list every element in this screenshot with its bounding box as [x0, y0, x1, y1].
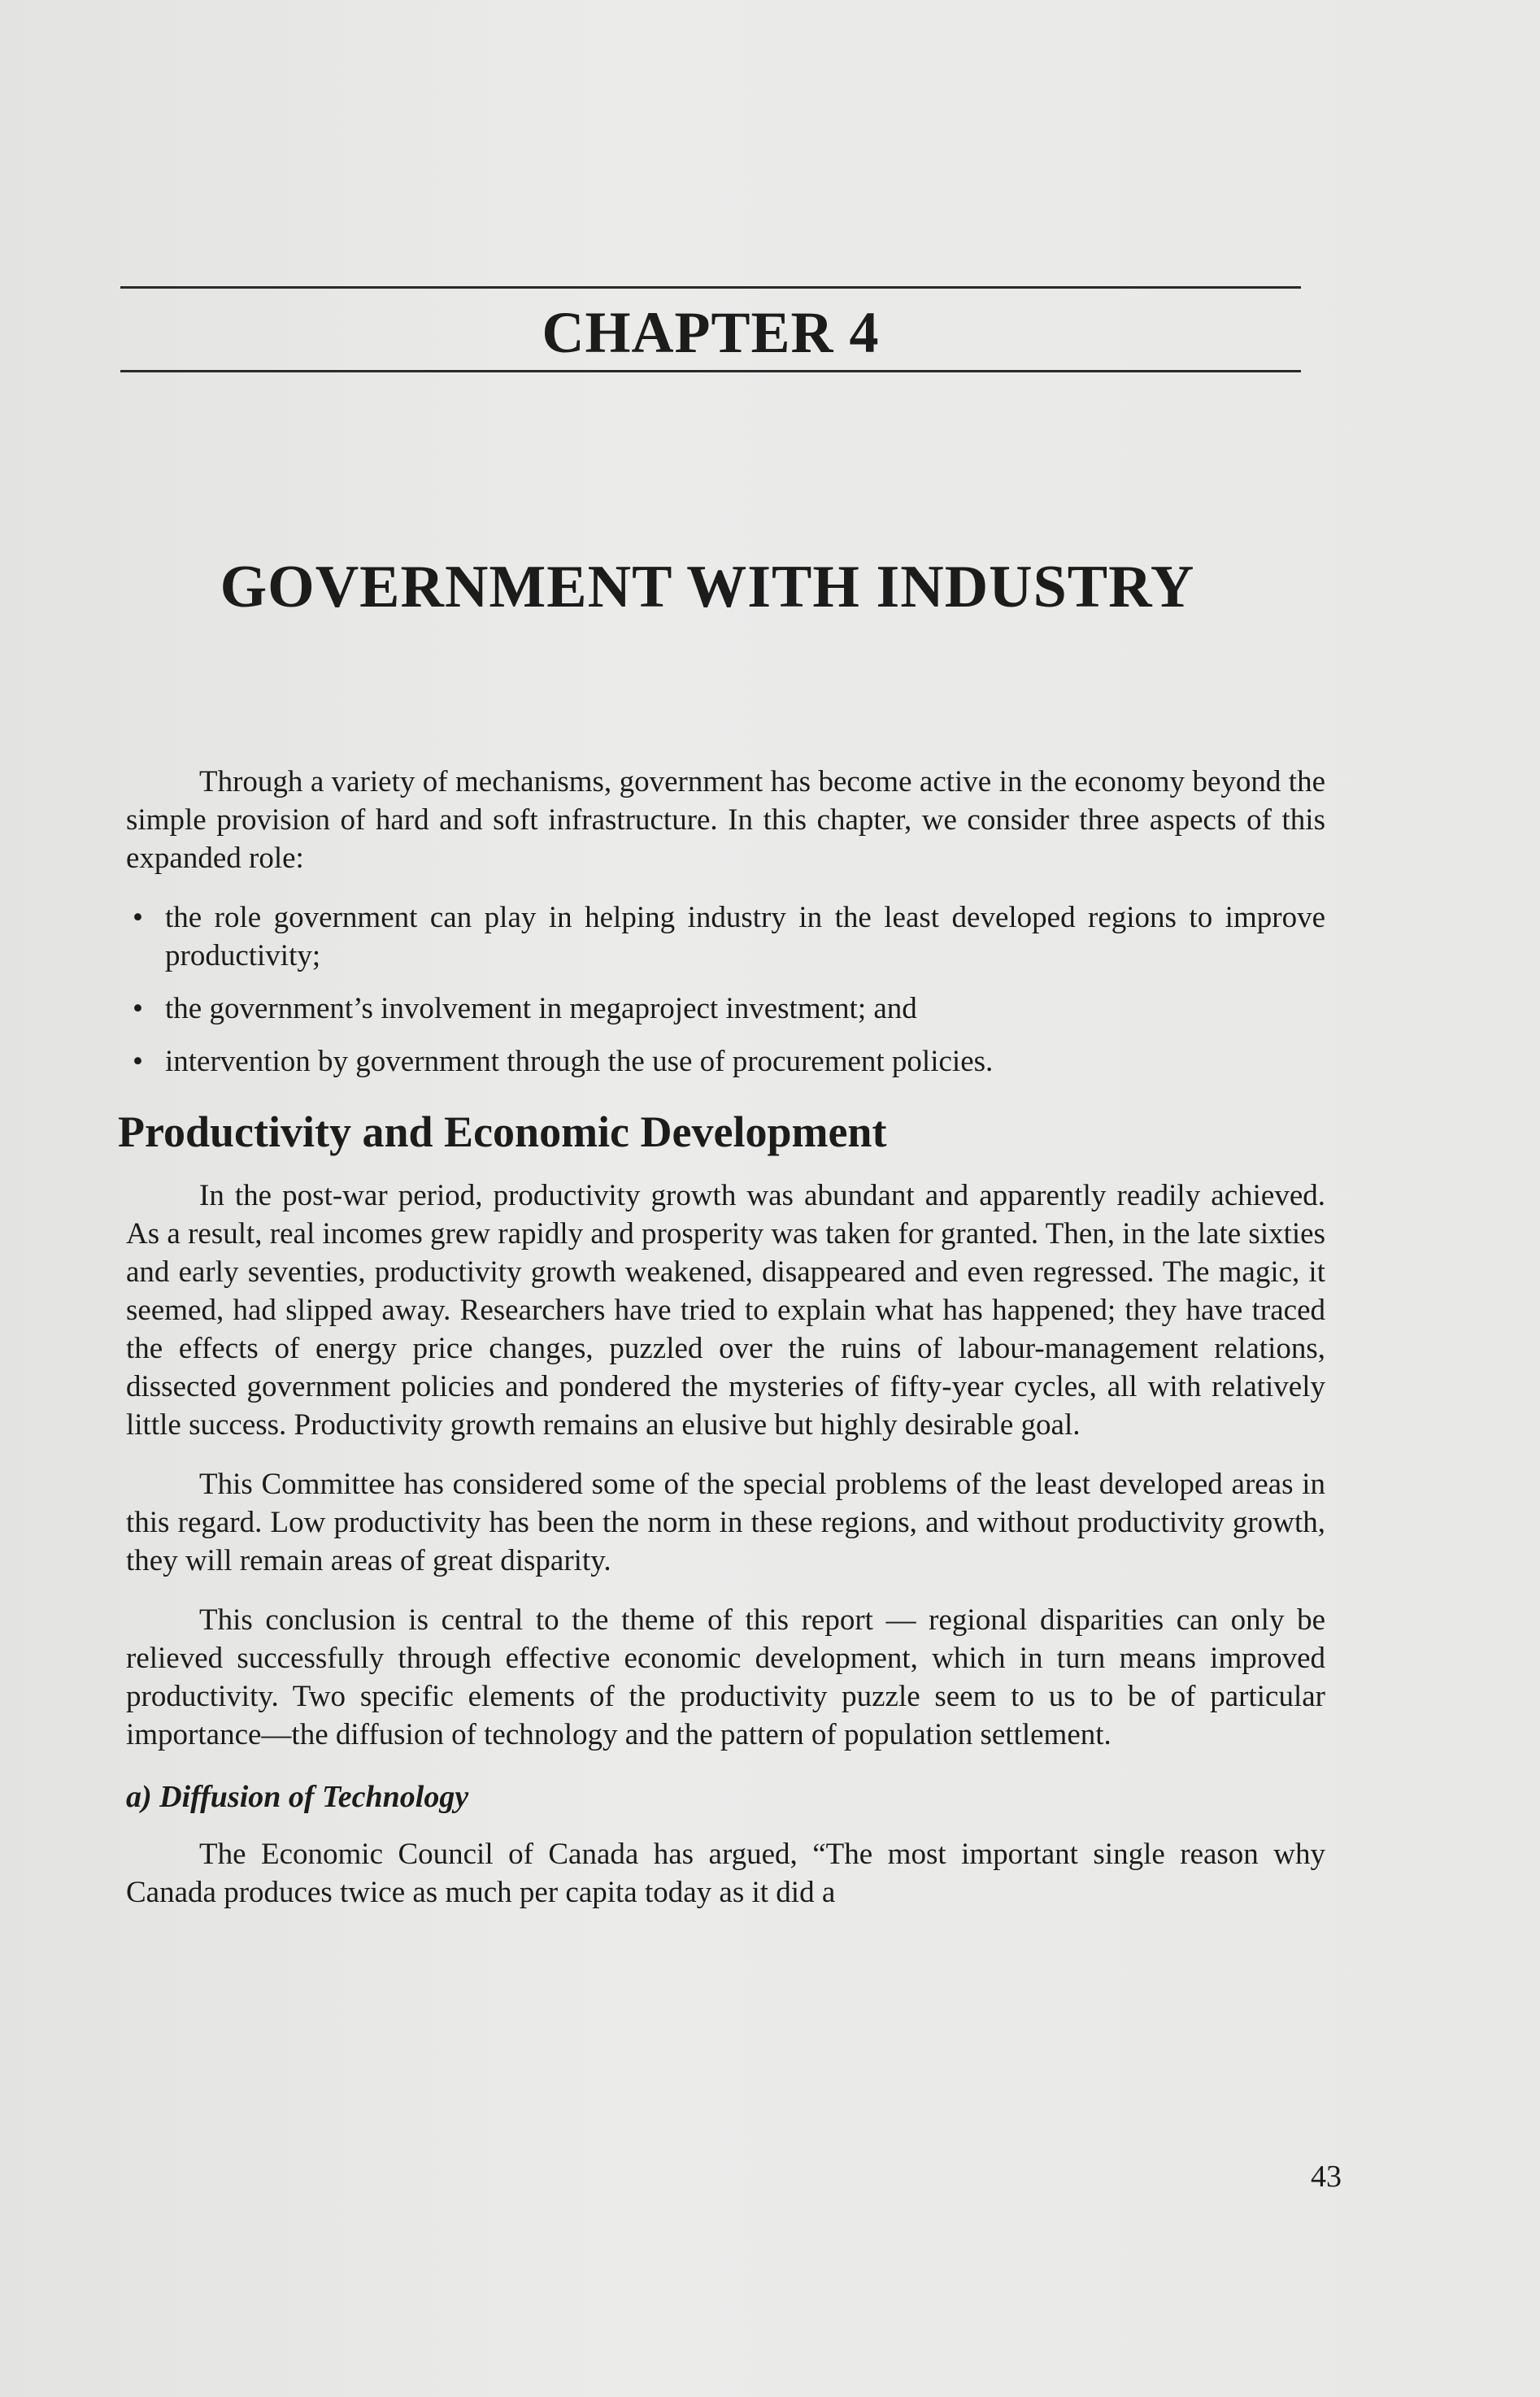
bullet-icon: •: [133, 901, 143, 934]
section-paragraph: This Committee has considered some of the special problems of the least developed areas in this regard. Low productivity has been the norm in these regions, and without productivity growth, they will remain areas of great disparity.: [126, 1468, 1325, 1577]
subsection-paragraph: The Economic Council of Canada has argued, “The most important single reason why Canada produces twice as much per capita today as it did a: [126, 1838, 1325, 1909]
bullet-list: [126, 898, 1325, 1081]
subsection-heading: a) Diffusion of Technology: [126, 1780, 469, 1814]
bullet-text: the role government can play in helping industry in the least developed regions to improve productivity;: [165, 901, 1325, 972]
chapter-label: CHAPTER 4: [542, 300, 880, 365]
page-number: 43: [1311, 2160, 1342, 2194]
bullet-text: intervention by government through the use of procurement policies.: [165, 1045, 994, 1078]
bullet-icon: •: [133, 992, 143, 1025]
bottom-rule: [120, 370, 1301, 372]
bullet-item: [126, 1042, 1325, 1081]
bullet-text: the government’s involvement in megaproject investment; and: [165, 992, 917, 1025]
bullet-item: [126, 990, 1325, 1028]
intro-paragraph: Through a variety of mechanisms, government has become active in the economy beyond the simple provision of hard and soft infrastructure. In this chapter, we consider three aspects of this expanded role:: [126, 765, 1325, 875]
bullet-icon: •: [133, 1045, 143, 1078]
body-text: [118, 763, 1325, 1933]
section-heading: Productivity and Economic Development: [118, 1107, 887, 1156]
section-paragraph: In the post-war period, productivity growth was abundant and apparently readily achieved. As a result, real incomes grew rapidly and prosperity was taken for granted. Then, in the late sixties and early seventies, productivity growth weakened, disappeared and even regressed. The magic, it seemed, had slipped away. Researchers have tried to explain what has happened; they have traced the effects of energy price changes, puzzled over the ruins of labour-management relations, dissected government policies and pondered the mysteries of fifty-year cycles, all with relatively little success. Productivity growth remains an elusive but highly desirable goal.: [126, 1179, 1325, 1442]
chapter-header: [120, 286, 1301, 372]
chapter-title: GOVERNMENT WITH INDUSTRY: [220, 554, 1195, 620]
bullet-item: [126, 898, 1325, 975]
section-paragraph: This conclusion is central to the theme of this report — regional disparities can only be relieved successfully through effective economic development, which in turn means improved productivity. Two specific elements of the productivity puzzle seem to us to be of particular importance—the diffusion of technology and the pattern of population settlement.: [126, 1603, 1325, 1751]
